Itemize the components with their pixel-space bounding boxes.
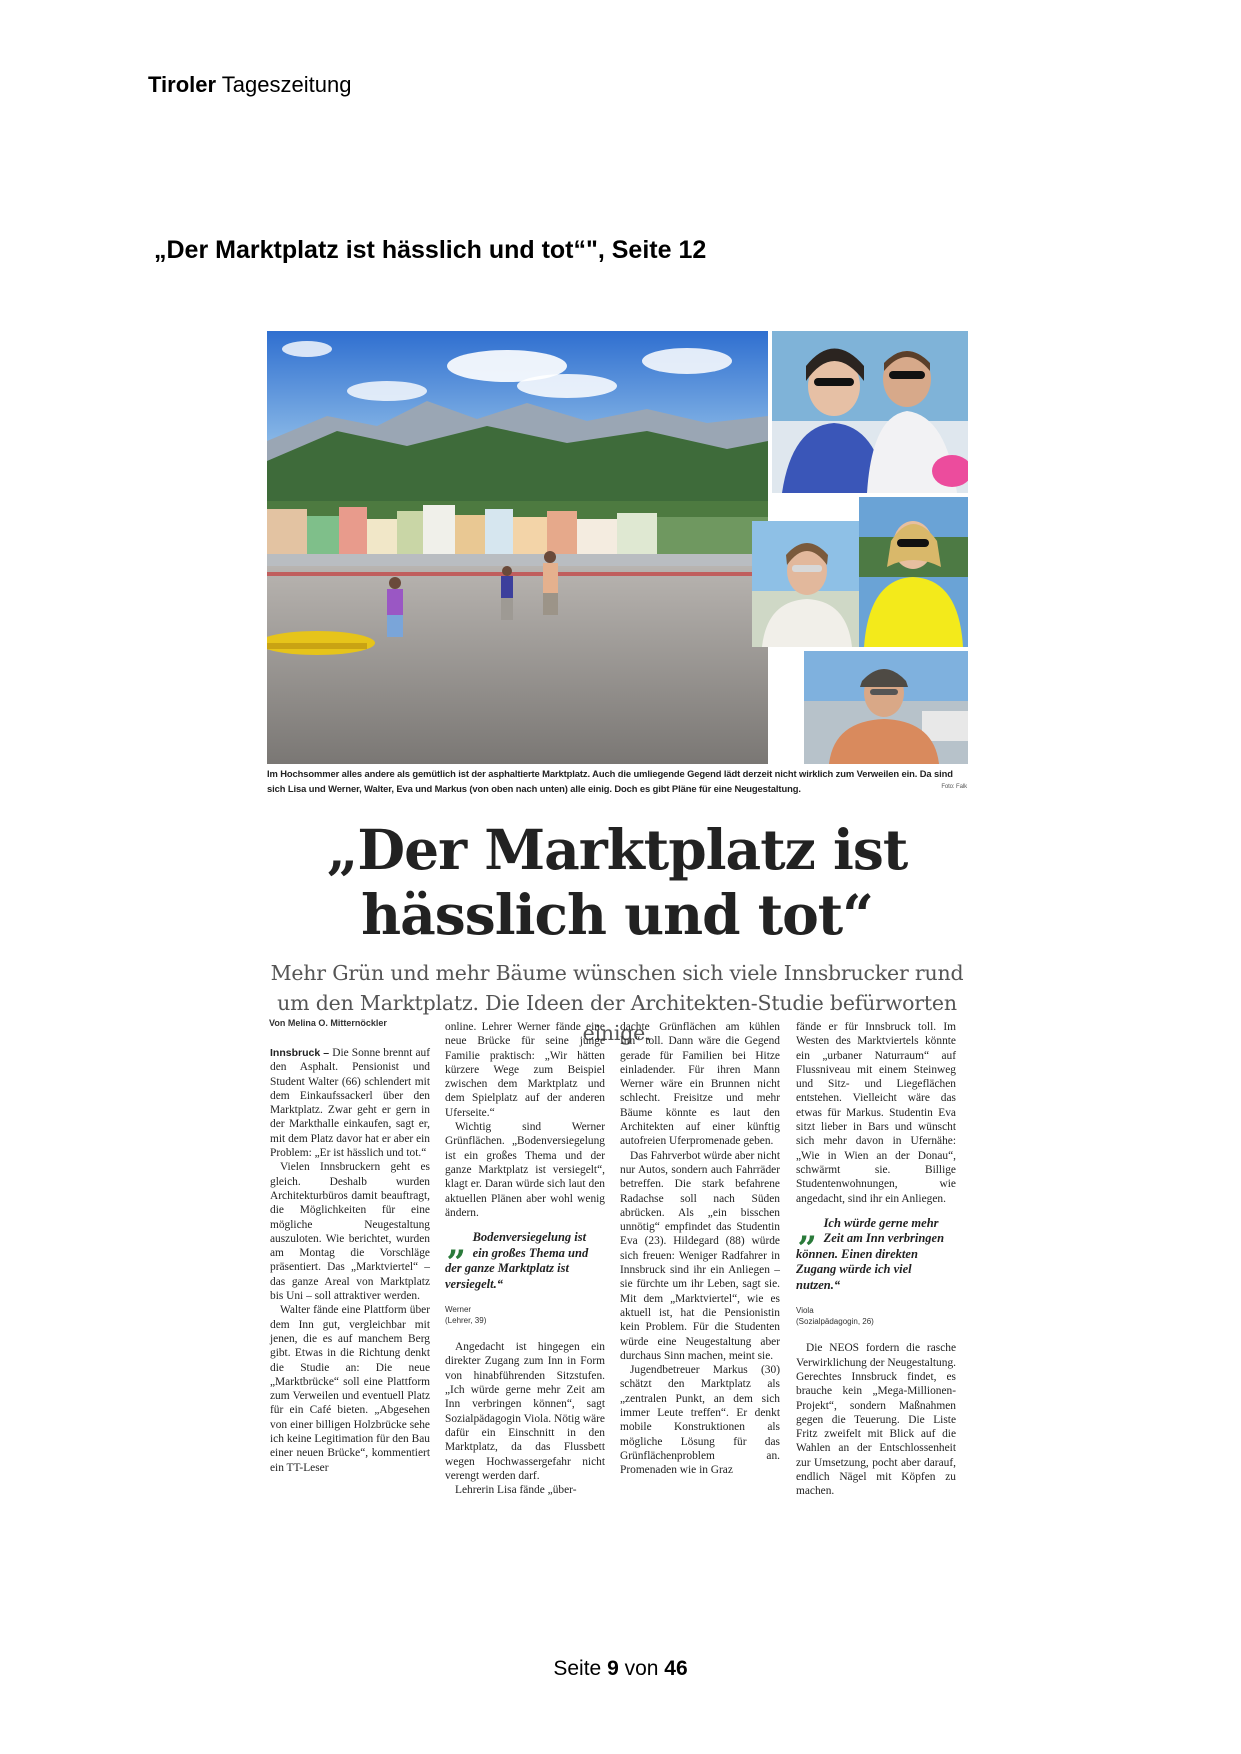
portrait-eva: [859, 497, 968, 647]
quote-mark-icon: „: [447, 1224, 467, 1265]
paragraph: Wichtig sind Werner Grünflächen. „Bodenversiegelung ist ein großes Thema und der ganze Marktplatz ist versiegelt“, klagt er. Daran würde sich laut den aktuellen Plänen aber wohl wenig ändern.: [445, 1121, 605, 1219]
newspaper-name-rest: Tageszeitung: [216, 72, 352, 97]
caption-text: Im Hochsommer alles andere als gemütlich ist der asphaltierte Marktplatz. Auch die umliegende Gegend lädt derzeit nicht wirklich zum Verweilen ein. Da sind sich Lisa und Werner, Walter, Eva und Markus (von oben nach unten) alle einig. Doch es gibt Pläne für eine Neugestaltung.: [267, 768, 953, 794]
article-column-3: [620, 1020, 780, 1478]
paragraph: online. Lehrer Werner fände eine neue Brücke für seine junge Familie praktisch: „Wir hätten kürzere Wege zum Beispiel zwischen dem Marktplatz und dem Spielplatz auf der anderen Uferseite.“: [445, 1021, 605, 1119]
quote-source-name: Viola: [796, 1306, 814, 1316]
quote-source-role: (Lehrer, 39): [445, 1316, 487, 1326]
paragraph: Die NEOS fordern die rasche Verwirklichung der Neugestaltung. Gerechtes Innsbruck findet, es brauche kein „Mega-Millionen-Projekt“, sondern Maßnahmen gegen die Teuerung. Die Liste Fritz zweifelt mit Blick auf die Wahlen an der Entschlossenheit zur Umsetzung, pocht aber darauf, endlich Nägel mit Köpfen zu machen.: [796, 1342, 956, 1498]
portrait-markus: [804, 651, 968, 764]
article-column-4: [796, 1020, 956, 1499]
quote-mark-icon: „: [798, 1209, 818, 1250]
pull-quote-werner: [445, 1224, 605, 1292]
article-deck: Mehr Grün und mehr Bäume wünschen sich viele Innsbrucker rund um den Marktplatz. Die Ideen der Architekten-Studie befürworten einige.: [270, 961, 964, 1045]
pull-quote-viola: [796, 1209, 956, 1294]
paragraph: Vielen Innsbruckern geht es gleich. Deshalb wurden Architekturbüros damit beauftragt, die Möglichkeiten für eine mögliche Neugestaltung auszuloten. Wie berichtet, wurden am Montag die Vorschläge präsentiert. Das „Marktviertel“ – das ganze Areal von Marktplatz bis Uni – soll attraktiver werden.: [270, 1161, 430, 1303]
article-column-2: [445, 1020, 605, 1497]
quote-source: [796, 1305, 956, 1327]
headline-line-2: hässlich und tot“: [361, 882, 873, 947]
page-prefix: Seite: [553, 1657, 608, 1680]
article-headline: [267, 817, 967, 947]
page-middle: von: [618, 1657, 665, 1680]
document-heading: „Der Marktplatz ist hässlich und tot“", Seite 12: [154, 236, 707, 264]
newspaper-name: [148, 72, 351, 98]
marktplatz-photo: [267, 331, 768, 764]
headline-line-1: „Der Marktplatz ist: [326, 817, 908, 882]
dateline: Innsbruck –: [270, 1047, 330, 1059]
quote-text: Ich würde gerne mehr Zeit am Inn verbringen können. Einen direkten Zugang würde ich viel nutzen.“: [796, 1215, 945, 1292]
photo-credit: Foto: Falk: [941, 784, 967, 790]
portrait-walter: [752, 521, 859, 647]
paragraph: Walter fände eine Plattform über dem Inn gut, vergleichbar mit jenen, die es auf manchem Berg gibt. Etwas in die Richtung denkt die Studie an: Die neue „Marktbrücke“ soll eine Plattform zum Verweilen und eventuell Platz für ein Café bieten. „Abgesehen von einer billigen Holzbrücke sehe ich keine Legitimation für den Bau einer neuen Brücke“, kommentiert ein TT-Leser: [270, 1304, 430, 1474]
paragraph-text: Die Sonne brennt auf den Asphalt. Pensionist und Student Walter (66) schlendert mit dem Einkaufssackerl über den Marktplatz. Zwar geht er gern in der Markthalle einkaufen, sagt er, mit dem Platz davor hat er aber ein Problem: „Er ist hässlich und tot.“: [270, 1047, 430, 1160]
quote-source-role: (Sozialpädagogin, 26): [796, 1317, 874, 1327]
paragraph: fände er für Innsbruck toll. Im Westen des Marktviertels könnte ein „urbaner Naturraum“ auf Flussniveau mit einem Steinweg und Sitz- und Liegeflächen entstehen. Vielleicht wäre das etwas für Markus. Studentin Eva sitzt lieber in Bars und wünscht sich mehr davon in Ufernähe: „Wie in Wien an der Donau“, schwärmt sie. Billige Studentenwohnungen, wie angedacht, sind ihr ein Anliegen.: [796, 1021, 956, 1205]
paragraph: Das Fahrverbot würde aber nicht nur Autos, sondern auch Fahrräder betreffen. Die stark befahrene Radachse soll nach Süden abrücken. Als „ein bisschen unnötig“ empfindet das Studentin Eva (23). Hildegard (88) würde sich freuen: Weniger Radfahrer in Innsbruck sind ihr ein Anliegen – sie fürchte um ihr Leben, sagt sie. Mit dem „Marktviertel“, wie es aktuell ist, hat die Pensionistin kein Problem. Für die Studenten würde eine Neugestaltung aber durchaus Sinn machen, meint sie.: [620, 1149, 780, 1362]
quote-source-name: Werner: [445, 1305, 472, 1315]
photo-caption: [267, 766, 967, 796]
article-column-1: [270, 1046, 430, 1475]
paragraph: Angedacht ist hingegen ein direkter Zugang zum Inn in Form von hinabführenden Sitzstufen. „Ich würde gerne mehr Zeit am Inn verbringen können“, sagt Sozialpädagogin Viola. Nötig wäre dafür ein Einschnitt in den Marktplatz, da das Flussbett wegen Hochwassergefahr nicht verengt werden darf.: [445, 1341, 605, 1482]
byline: Von Melina O. Mitternöckler: [269, 1018, 387, 1028]
page-number: [0, 1657, 1241, 1681]
current-page: 9: [607, 1657, 619, 1680]
total-pages: 46: [664, 1657, 688, 1680]
newspaper-name-bold: Tiroler: [148, 72, 217, 97]
quote-source: [445, 1304, 605, 1326]
paragraph: Jugendbetreuer Markus (30) schätzt den Marktplatz als „zentralen Punkt, an dem sich immer Leute treffen“. Er denkt mobile Konstruktionen als mögliche Lösung für das Grünflächenproblem an. Promenaden wie in Graz: [620, 1364, 780, 1477]
paragraph: [270, 1046, 430, 1160]
portrait-lisa-werner: [772, 331, 968, 493]
quote-text: Bodenversiegelung ist ein großes Thema und der ganze Marktplatz ist versiegelt.“: [445, 1230, 589, 1291]
paragraph: Lehrerin Lisa fände „über-: [455, 1484, 577, 1497]
paragraph: dachte Grünflächen am kühlen Inn“ toll. Dann wäre die Gegend gerade für Familien bei Hitze einladender. Für ihren Mann Werner wäre ein Brunnen nicht schlecht. Freisitze und mehr Bäume könnte es laut den Architekten auf einer künftig autofreien Uferpromenade geben.: [620, 1021, 780, 1148]
